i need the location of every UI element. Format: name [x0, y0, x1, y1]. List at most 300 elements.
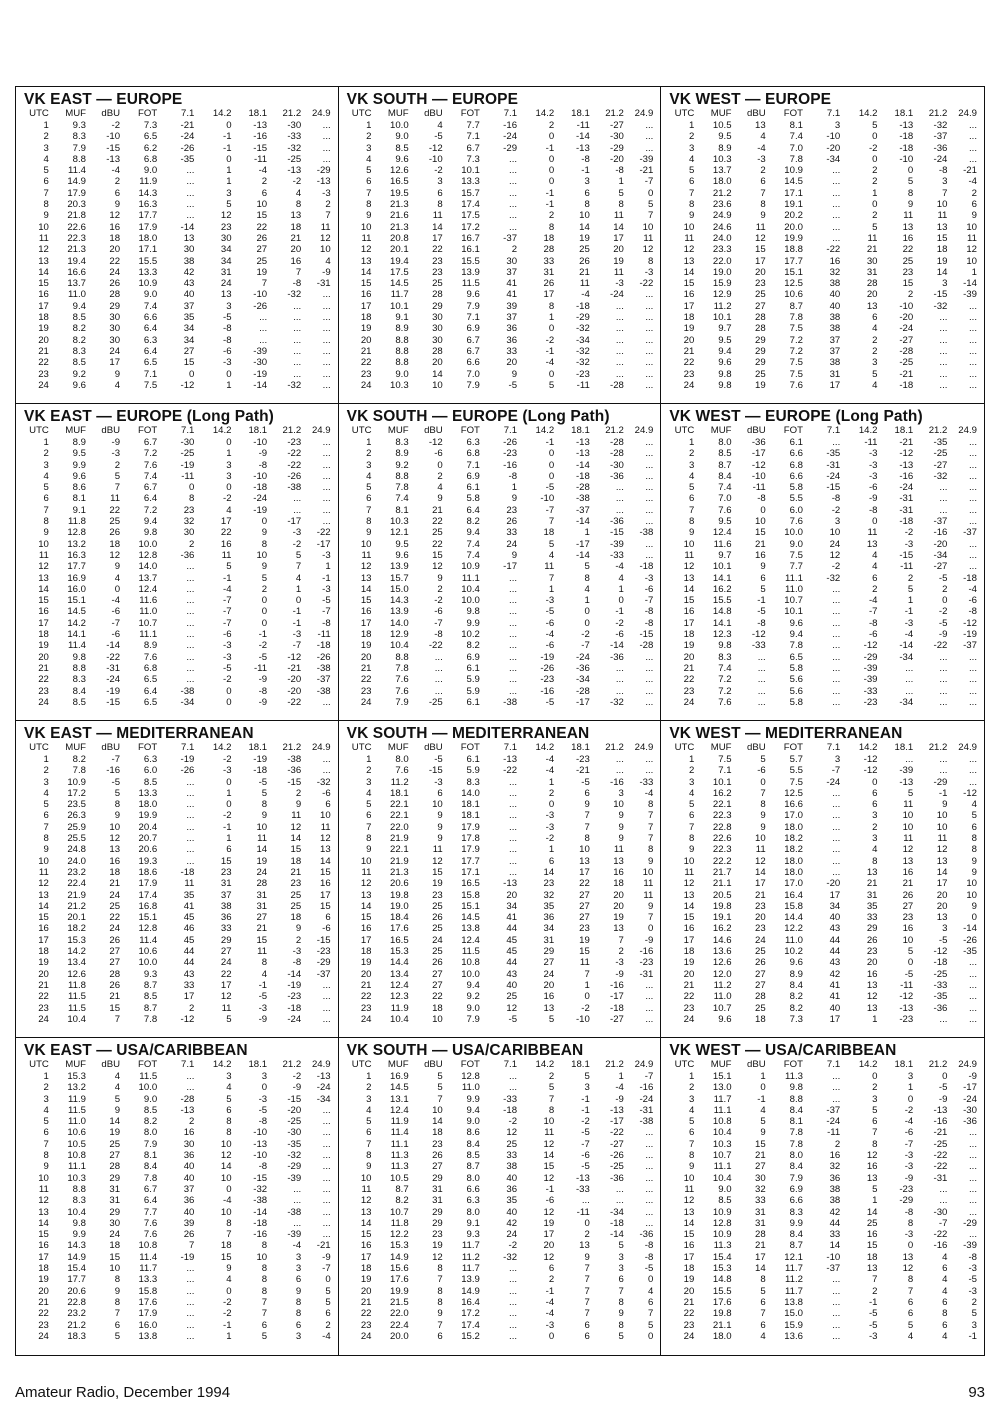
table-cell: ...: [186, 606, 195, 618]
table-cell: 11: [361, 1183, 372, 1195]
table-cell: 29: [432, 1172, 443, 1184]
column-header: 7.1: [826, 742, 841, 753]
table-cell: 2: [872, 1082, 878, 1094]
table-cell: 19: [683, 1274, 695, 1286]
table-cell: 7.6: [718, 504, 732, 516]
table-row: [345, 244, 655, 255]
table-cell: 17.6: [138, 1296, 158, 1308]
table-cell: -38: [639, 1116, 654, 1128]
table-cell: -6: [545, 617, 555, 629]
table-row: [667, 957, 978, 968]
table-row: [667, 131, 978, 142]
table-cell: 6: [688, 493, 695, 505]
table-cell: 34: [220, 244, 232, 256]
table-cell: ...: [322, 345, 331, 357]
table-cell: 12.5: [784, 278, 803, 290]
table-cell: -32: [933, 120, 948, 131]
table-cell: 29: [755, 345, 766, 357]
table-cell: -4: [258, 165, 268, 177]
table-cell: 20: [360, 334, 372, 346]
table-cell: 17.5: [461, 210, 480, 222]
table-row: [667, 460, 978, 471]
table-cell: 16: [829, 255, 841, 267]
table-cell: 19: [360, 957, 372, 969]
table-cell: -20: [899, 312, 914, 324]
column-header: 14.2: [858, 425, 878, 436]
table-cell: 4: [907, 1330, 914, 1342]
table-cell: 10.1: [784, 606, 803, 618]
table-cell: 9.8: [72, 1217, 87, 1229]
table-cell: 21.2: [712, 187, 732, 199]
table-cell: 38: [183, 255, 195, 267]
table-cell: -8: [223, 323, 232, 335]
table-cell: 18.2: [67, 923, 87, 935]
table-cell: ...: [186, 617, 195, 629]
table-cell: 9: [511, 493, 518, 505]
table-cell: 8: [647, 844, 654, 856]
table-cell: ...: [186, 583, 195, 595]
column-header: dBU: [101, 742, 121, 753]
table-cell: 22: [38, 357, 49, 369]
table-cell: ...: [293, 1195, 302, 1207]
table-cell: 5.6: [789, 674, 803, 686]
table-row: [345, 674, 655, 685]
table-cell: 7.5: [789, 776, 803, 788]
table-cell: 3: [226, 187, 232, 199]
table-cell: 2: [872, 821, 878, 833]
table-cell: -15: [610, 527, 624, 539]
table-cell: 0: [584, 991, 590, 1003]
table-cell: -14: [610, 640, 624, 652]
panel-title: VK SOUTH — USA/CARIBBEAN: [346, 1042, 584, 1059]
table-cell: 25: [579, 244, 590, 256]
table-cell: 11: [432, 210, 443, 222]
table-cell: -16: [610, 979, 624, 991]
table-cell: ...: [968, 312, 977, 324]
table-cell: -7: [831, 765, 841, 777]
table-cell: 10: [432, 799, 443, 811]
table-cell: 16: [902, 923, 914, 935]
table-cell: 6.8: [143, 153, 158, 165]
table-cell: 5: [584, 561, 590, 573]
table-cell: -9: [904, 1172, 914, 1184]
table-cell: ...: [832, 821, 841, 833]
table-cell: -18: [610, 1217, 624, 1229]
table-cell: -22: [316, 527, 331, 539]
table-cell: -11: [900, 979, 914, 991]
table-cell: 26: [755, 957, 766, 969]
table-cell: ...: [434, 662, 443, 674]
table-cell: ...: [615, 1183, 624, 1195]
table-cell: -28: [899, 345, 914, 357]
table-cell: 3: [872, 357, 878, 369]
table-cell: 38: [506, 1161, 518, 1173]
table-row: [22, 584, 332, 595]
table-cell: 26: [109, 527, 121, 539]
table-cell: ...: [615, 368, 624, 380]
table-cell: 10.0: [138, 957, 158, 969]
table-row: [345, 878, 655, 889]
table-cell: 6.7: [466, 142, 480, 154]
table-cell: 44: [829, 934, 841, 946]
table-cell: ...: [832, 221, 841, 233]
column-header: dBU: [424, 742, 443, 753]
table-row: [22, 923, 332, 934]
table-row: [667, 165, 978, 176]
table-cell: 6: [366, 176, 372, 188]
table-cell: -39: [610, 538, 624, 550]
table-cell: 10.9: [712, 1206, 732, 1218]
table-cell: 10: [966, 889, 977, 901]
propagation-table: [22, 425, 332, 708]
column-header: 18.1: [248, 1059, 268, 1070]
table-cell: 10: [360, 1172, 372, 1184]
table-cell: -4: [545, 765, 555, 777]
column-header: dBU: [101, 425, 121, 436]
table-cell: 29: [109, 1172, 121, 1184]
table-cell: 11.4: [139, 934, 158, 946]
table-cell: ...: [832, 606, 841, 618]
table-cell: 22.0: [389, 821, 409, 833]
table-cell: 24: [38, 379, 49, 391]
table-cell: 10.1: [389, 300, 409, 312]
propagation-panel: [16, 404, 339, 721]
table-cell: ...: [645, 1183, 654, 1195]
table-row: [667, 1116, 978, 1127]
table-cell: 10.8: [461, 957, 480, 969]
table-cell: 17.1: [461, 866, 480, 878]
table-row: [345, 901, 655, 912]
table-cell: 21: [683, 345, 695, 357]
table-cell: -22: [933, 1161, 948, 1173]
table-cell: 5: [548, 538, 555, 550]
table-cell: 21.8: [67, 210, 87, 222]
table-cell: 5: [437, 1071, 443, 1082]
table-cell: 1: [226, 176, 232, 188]
table-cell: 0: [942, 595, 948, 607]
table-cell: 11: [579, 957, 590, 969]
table-cell: 22.1: [389, 810, 409, 822]
column-header: 21.2: [605, 742, 624, 753]
column-header: dBU: [747, 425, 766, 436]
table-cell: 7: [548, 1093, 555, 1105]
table-cell: 5: [907, 583, 914, 595]
table-cell: ...: [645, 493, 654, 505]
table-cell: -29: [899, 1195, 914, 1207]
table-cell: 19.5: [389, 187, 409, 199]
table-row: [345, 1071, 655, 1082]
table-cell: 5: [647, 1319, 654, 1331]
table-row: [22, 437, 332, 448]
table-row: [22, 301, 332, 312]
table-cell: 30: [432, 334, 443, 346]
table-cell: 4: [114, 1082, 121, 1094]
table-row: [667, 256, 978, 267]
table-cell: 10.8: [67, 1150, 87, 1162]
table-cell: 7.4: [395, 493, 409, 505]
table-cell: ...: [645, 538, 654, 550]
table-cell: -3: [644, 572, 654, 584]
table-cell: 15: [220, 855, 232, 867]
table-cell: 12.8: [138, 923, 158, 935]
table-cell: 12: [642, 244, 654, 256]
table-cell: 13.2: [67, 1082, 87, 1094]
table-cell: 14.0: [389, 617, 409, 629]
table-cell: 18.1: [461, 799, 480, 811]
table-cell: 11.5: [461, 946, 480, 958]
table-cell: 5: [261, 787, 268, 799]
table-cell: ...: [581, 1195, 590, 1207]
table-cell: 11: [579, 278, 590, 290]
table-cell: 10.2: [784, 946, 803, 958]
table-row: [22, 471, 332, 482]
column-header: MUF: [710, 742, 732, 753]
table-cell: ...: [645, 312, 654, 324]
table-cell: 10: [109, 1263, 121, 1275]
table-cell: ...: [939, 357, 948, 369]
column-header: 7.1: [503, 108, 518, 119]
table-cell: -7: [434, 617, 443, 629]
table-cell: 11: [903, 210, 914, 222]
table-cell: 14: [866, 1206, 878, 1218]
table-cell: 6.7: [466, 334, 480, 346]
table-row: [667, 674, 978, 685]
table-cell: 8.8: [395, 357, 409, 369]
table-cell: ...: [322, 493, 331, 505]
table-cell: 30: [220, 232, 232, 244]
table-row: [22, 550, 332, 561]
table-cell: 9.8: [718, 368, 732, 380]
table-cell: 21: [755, 538, 766, 550]
table-cell: 44: [506, 957, 518, 969]
table-cell: 16.2: [712, 583, 732, 595]
table-row: [22, 369, 332, 380]
table-cell: 16: [360, 606, 372, 618]
table-cell: 13: [902, 221, 914, 233]
table-cell: 21: [38, 662, 49, 674]
table-cell: 2: [872, 176, 878, 188]
table-cell: 1: [366, 120, 372, 131]
table-row: [667, 289, 978, 300]
table-cell: 12: [755, 232, 766, 244]
table-cell: 16.2: [712, 923, 732, 935]
table-cell: -18: [316, 640, 331, 652]
table-cell: 9: [511, 549, 518, 561]
table-cell: 11.2: [785, 1274, 803, 1286]
table-cell: -2: [223, 493, 232, 505]
table-cell: 26: [866, 934, 878, 946]
table-cell: -19: [287, 979, 302, 991]
table-cell: 15: [936, 232, 948, 244]
table-cell: 2: [548, 1274, 555, 1286]
table-cell: 17: [683, 1251, 695, 1263]
table-cell: 2: [43, 765, 49, 777]
table-cell: -32: [316, 776, 331, 788]
table-cell: 0: [872, 199, 878, 211]
table-row: [22, 810, 332, 821]
table-cell: 12.4: [138, 583, 158, 595]
table-cell: -15: [316, 934, 331, 946]
table-cell: -6: [615, 629, 624, 641]
table-cell: -14: [899, 640, 914, 652]
table-row: [22, 935, 332, 946]
table-cell: -23: [899, 1013, 914, 1025]
table-cell: ...: [939, 765, 948, 777]
table-cell: 2: [437, 470, 443, 482]
table-cell: ...: [615, 674, 624, 686]
table-cell: 7: [647, 810, 654, 822]
table-cell: 0: [226, 1285, 232, 1297]
table-row: [667, 448, 978, 459]
table-cell: -8: [258, 459, 268, 471]
table-cell: ...: [186, 651, 195, 663]
table-cell: 6.4: [143, 323, 158, 335]
table-cell: 12: [506, 1127, 518, 1139]
table-cell: -4: [545, 754, 555, 765]
table-cell: -24: [610, 289, 624, 301]
table-cell: -20: [287, 674, 302, 686]
table-cell: ...: [293, 368, 302, 380]
table-cell: ...: [509, 595, 518, 607]
table-cell: 18.1: [389, 787, 409, 799]
table-cell: 23.2: [67, 866, 87, 878]
table-cell: 27: [183, 345, 195, 357]
table-cell: -19: [963, 629, 977, 641]
table-cell: 5: [760, 1116, 766, 1128]
table-cell: 12.0: [712, 968, 732, 980]
table-cell: 17: [432, 232, 443, 244]
table-cell: -5: [938, 1082, 948, 1094]
table-cell: -8: [258, 1116, 268, 1128]
table-cell: ...: [186, 833, 195, 845]
table-cell: 7.0: [718, 493, 732, 505]
table-cell: ...: [832, 176, 841, 188]
table-cell: -14: [963, 278, 977, 290]
table-cell: 7: [366, 504, 372, 516]
table-cell: 20: [936, 900, 948, 912]
table-cell: 13: [579, 855, 590, 867]
table-row: [22, 289, 332, 300]
table-cell: 8: [189, 493, 195, 505]
table-cell: 12.8: [138, 549, 158, 561]
table-cell: -5: [938, 572, 948, 584]
table-cell: 4: [43, 1104, 49, 1116]
column-header: 7.1: [503, 425, 518, 436]
table-cell: 29: [543, 946, 555, 958]
table-cell: 23: [902, 912, 914, 924]
table-cell: 13: [360, 1206, 372, 1218]
table-cell: 17.6: [389, 1274, 409, 1286]
table-cell: 28: [432, 345, 443, 357]
table-row: [345, 1297, 655, 1308]
table-cell: ...: [968, 300, 977, 312]
table-cell: 11.2: [713, 300, 732, 312]
table-cell: 25: [290, 900, 302, 912]
table-cell: 24: [109, 266, 121, 278]
table-cell: -21: [575, 765, 590, 777]
table-cell: 33: [829, 1229, 841, 1241]
table-cell: ...: [645, 1150, 654, 1162]
table-cell: 6: [437, 787, 443, 799]
table-cell: 30: [183, 527, 195, 539]
table-cell: -31: [826, 459, 841, 471]
table-cell: 6.5: [143, 674, 158, 686]
table-cell: -8: [904, 1206, 914, 1218]
table-cell: 8.3: [466, 776, 480, 788]
table-cell: 7: [760, 1308, 766, 1320]
table-cell: 7: [647, 210, 654, 222]
table-cell: 20: [360, 1285, 372, 1297]
table-cell: 7.1: [718, 765, 732, 777]
table-cell: 15.9: [784, 1319, 803, 1331]
table-cell: 14: [683, 900, 695, 912]
table-cell: ...: [645, 696, 654, 708]
table-cell: -1: [757, 595, 766, 607]
column-header: UTC: [351, 425, 372, 436]
table-cell: 0: [548, 799, 555, 811]
table-cell: 14.5: [389, 1082, 409, 1094]
table-row: [345, 176, 655, 187]
table-row: [345, 493, 655, 504]
table-cell: 6.3: [466, 437, 480, 448]
table-cell: 7.9: [466, 300, 480, 312]
table-cell: -30: [180, 437, 195, 448]
table-cell: 25: [256, 255, 268, 267]
column-header: 24.9: [958, 108, 977, 119]
table-row: [667, 1207, 978, 1218]
table-cell: 7: [43, 821, 49, 833]
table-cell: 6.4: [143, 1195, 158, 1207]
table-cell: 25: [432, 923, 443, 935]
table-cell: 27: [256, 912, 268, 924]
table-cell: -2: [868, 142, 878, 154]
table-cell: -13: [106, 153, 121, 165]
table-cell: 13.4: [67, 957, 87, 969]
table-cell: 18: [936, 244, 948, 256]
table-cell: -1: [223, 142, 232, 154]
table-cell: -32: [287, 142, 302, 154]
column-header: FOT: [138, 108, 158, 119]
table-cell: 18.0: [712, 1330, 732, 1342]
table-cell: -2: [223, 1308, 232, 1320]
table-cell: -4: [904, 1116, 914, 1128]
table-cell: -33: [575, 1183, 590, 1195]
table-cell: 32: [543, 889, 555, 901]
table-cell: 19: [755, 379, 766, 391]
table-cell: 22: [220, 527, 232, 539]
table-cell: ...: [186, 165, 195, 177]
table-cell: 4: [366, 470, 372, 482]
table-cell: 15: [256, 934, 268, 946]
table-cell: 13: [683, 255, 695, 267]
table-cell: 15: [432, 549, 443, 561]
table-cell: -5: [322, 595, 331, 607]
panel-title: VK SOUTH — EUROPE (Long Path): [346, 408, 610, 425]
table-cell: 0: [548, 131, 555, 143]
table-cell: -1: [545, 199, 555, 211]
table-cell: 18: [866, 1251, 878, 1263]
table-cell: ...: [615, 482, 624, 494]
table-cell: 7.8: [395, 662, 409, 674]
table-cell: 9.1: [72, 504, 87, 516]
table-cell: 14: [290, 833, 302, 845]
table-cell: 9: [437, 572, 443, 584]
table-cell: -3: [434, 776, 443, 788]
table-cell: 6: [942, 1263, 948, 1275]
table-cell: 13.2: [67, 538, 87, 550]
table-cell: 7.5: [143, 379, 158, 391]
table-cell: 5: [226, 1013, 232, 1025]
